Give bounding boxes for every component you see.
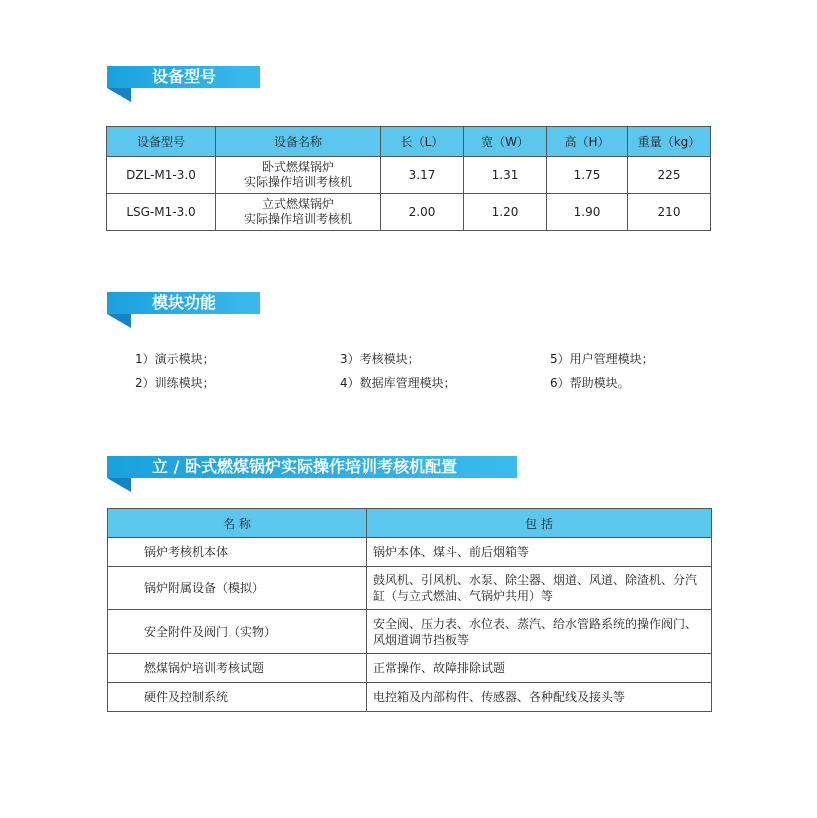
cell-name: 燃煤锅炉培训考核试题 [108, 654, 367, 683]
column-header: 高（H） [547, 127, 628, 157]
cell-name: 硬件及控制系统 [108, 683, 367, 712]
ribbon-fold [107, 314, 131, 328]
cell-width: 1.20 [464, 194, 547, 231]
section-title: 立 / 卧式燃煤锅炉实际操作培训考核机配置 [152, 457, 457, 476]
module-item: 6）帮助模块。 [550, 376, 630, 390]
cell-include: 鼓风机、引风机、水泵、除尘器、烟道、风道、除渣机、分汽缸（与立式燃油、气锅炉共用）等 [367, 567, 712, 610]
config-table [107, 508, 712, 712]
cell-height: 1.75 [547, 157, 628, 194]
cell-include: 电控箱及内部构件、传感器、各种配线及接头等 [367, 683, 712, 712]
module-item: 2）训练模块； [135, 376, 215, 390]
column-header: 长（L） [381, 127, 464, 157]
cell-weight: 225 [628, 157, 711, 194]
column-header: 设备型号 [107, 127, 216, 157]
table-row [108, 567, 712, 610]
module-item: 4）数据库管理模块； [340, 376, 456, 390]
section-header-modules [107, 292, 260, 314]
table-row [107, 194, 711, 231]
cell-name: 卧式燃煤锅炉 实际操作培训考核机 [216, 157, 381, 194]
cell-include: 安全阀、压力表、水位表、蒸汽、给水管路系统的操作阀门、风烟道调节挡板等 [367, 610, 712, 654]
column-header: 重量（kg） [628, 127, 711, 157]
cell-width: 1.31 [464, 157, 547, 194]
section-title: 模块功能 [152, 293, 217, 312]
module-item: 5）用户管理模块； [550, 352, 654, 366]
ribbon-fold [107, 478, 131, 492]
table-row [108, 654, 712, 683]
cell-name: 锅炉附属设备（模拟） [108, 567, 367, 610]
column-header: 宽（W） [464, 127, 547, 157]
module-item: 1）演示模块； [135, 352, 215, 366]
cell-length: 3.17 [381, 157, 464, 194]
table-row [108, 610, 712, 654]
section-header-models [107, 66, 260, 88]
column-header: 包 括 [367, 509, 712, 538]
cell-name: 立式燃煤锅炉 实际操作培训考核机 [216, 194, 381, 231]
cell-length: 2.00 [381, 194, 464, 231]
table-row [107, 157, 711, 194]
section-header-config [107, 456, 517, 478]
cell-name: 安全附件及阀门（实物） [108, 610, 367, 654]
cell-include: 锅炉本体、煤斗、前后烟箱等 [367, 538, 712, 567]
module-item: 3）考核模块； [340, 352, 420, 366]
column-header: 名 称 [108, 509, 367, 538]
cell-include: 正常操作、故障排除试题 [367, 654, 712, 683]
models-table [106, 126, 711, 231]
cell-model: DZL-M1-3.0 [107, 157, 216, 194]
cell-name: 锅炉考核机本体 [108, 538, 367, 567]
ribbon-fold [107, 88, 131, 102]
table-header-row [107, 127, 711, 157]
cell-model: LSG-M1-3.0 [107, 194, 216, 231]
table-row [108, 538, 712, 567]
column-header: 设备名称 [216, 127, 381, 157]
cell-weight: 210 [628, 194, 711, 231]
table-header-row [108, 509, 712, 538]
cell-height: 1.90 [547, 194, 628, 231]
section-title: 设备型号 [152, 67, 217, 86]
table-row [108, 683, 712, 712]
